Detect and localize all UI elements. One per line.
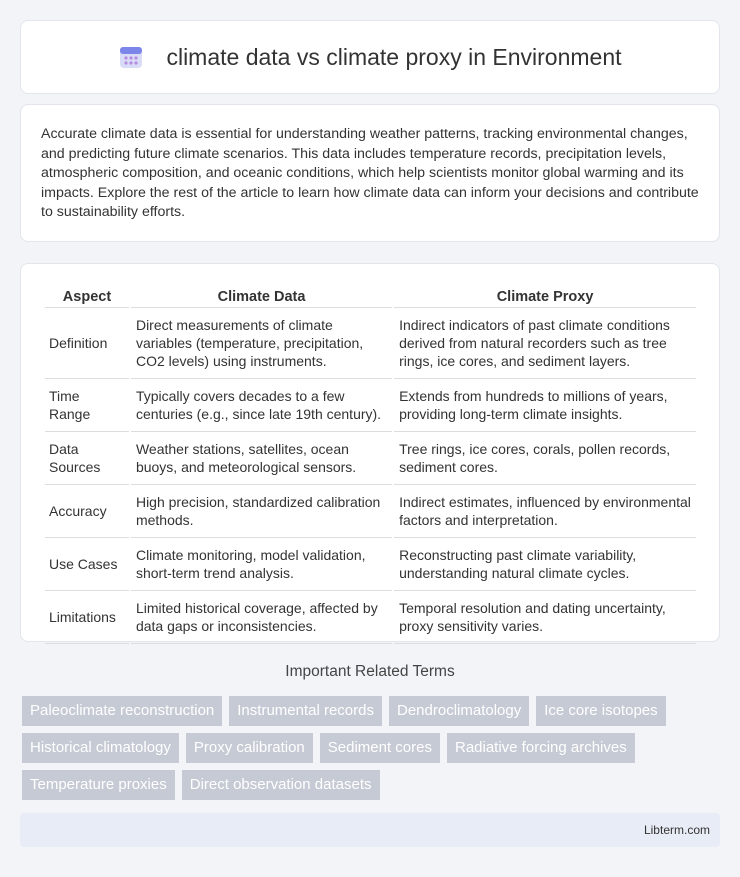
climate-data-cell: Typically covers decades to a few centuries (e.g., since late 19th century). xyxy=(131,379,392,432)
climate-proxy-cell: Tree rings, ice cores, corals, pollen records, sediment cores. xyxy=(394,432,696,485)
related-term-tag[interactable]: Temperature proxies xyxy=(22,770,175,800)
column-header: Climate Proxy xyxy=(394,286,696,308)
related-term-tag[interactable]: Instrumental records xyxy=(229,696,382,726)
aspect-cell: Data Sources xyxy=(45,432,129,485)
table-row xyxy=(45,485,696,538)
climate-data-cell: Limited historical coverage, affected by data gaps or inconsistencies. xyxy=(131,591,392,644)
related-term-tag[interactable]: Proxy calibration xyxy=(186,733,313,763)
comparison-card xyxy=(20,263,720,642)
climate-proxy-cell: Extends from hundreds to millions of years, providing long-term climate insights. xyxy=(394,379,696,432)
climate-data-cell: Weather stations, satellites, ocean buoys, and meteorological sensors. xyxy=(131,432,392,485)
column-header: Aspect xyxy=(45,286,129,308)
table-header-row xyxy=(45,286,696,308)
aspect-cell: Accuracy xyxy=(45,485,129,538)
climate-data-cell: Climate monitoring, model validation, short-term trend analysis. xyxy=(131,538,392,591)
related-term-tag[interactable]: Ice core isotopes xyxy=(536,696,665,726)
intro-text: Accurate climate data is essential for understanding weather patterns, tracking environmental changes, and predicting future climate scenarios. This data includes temperature records, precipitation levels, atmospheric composition, and oceanic conditions, which help scientists monitor global warming and its impacts. Explore the rest of the article to learn how climate data can inform your decisions and contribute to sustainability efforts. xyxy=(41,126,699,220)
aspect-cell: Limitations xyxy=(45,591,129,644)
related-term-tag[interactable]: Dendroclimatology xyxy=(389,696,529,726)
related-terms-list xyxy=(22,696,722,800)
aspect-cell: Time Range xyxy=(45,379,129,432)
aspect-cell: Definition xyxy=(45,308,129,379)
climate-data-cell: Direct measurements of climate variables (temperature, precipitation, CO2 levels) using instruments. xyxy=(131,308,392,379)
header-card xyxy=(20,20,720,94)
footer xyxy=(20,813,720,847)
related-term-tag[interactable]: Historical climatology xyxy=(22,733,179,763)
climate-proxy-cell: Reconstructing past climate variability, understanding natural climate cycles. xyxy=(394,538,696,591)
page-title: climate data vs climate proxy in Environment xyxy=(166,43,622,70)
table-row xyxy=(45,308,696,379)
related-terms-title: Important Related Terms xyxy=(285,663,455,680)
climate-proxy-cell: Temporal resolution and dating uncertainty, proxy sensitivity varies. xyxy=(394,591,696,644)
table-row xyxy=(45,432,696,485)
related-term-tag[interactable]: Direct observation datasets xyxy=(182,770,380,800)
intro-card xyxy=(20,104,720,242)
footer-site-link[interactable]: Libterm.com xyxy=(643,823,710,837)
comparison-table xyxy=(43,286,698,644)
climate-data-cell: High precision, standardized calibration methods. xyxy=(131,485,392,538)
aspect-cell: Use Cases xyxy=(45,538,129,591)
related-term-tag[interactable]: Radiative forcing archives xyxy=(447,733,635,763)
table-row xyxy=(45,538,696,591)
climate-proxy-cell: Indirect indicators of past climate conditions derived from natural recorders such as tree rings, ice cores, and sediment layers. xyxy=(394,308,696,379)
table-row xyxy=(45,591,696,644)
climate-proxy-cell: Indirect estimates, influenced by environmental factors and interpretation. xyxy=(394,485,696,538)
related-term-tag[interactable]: Paleoclimate reconstruction xyxy=(22,696,222,726)
column-header: Climate Data xyxy=(131,286,392,308)
calendar-icon xyxy=(118,44,144,70)
related-term-tag[interactable]: Sediment cores xyxy=(320,733,440,763)
table-row xyxy=(45,379,696,432)
